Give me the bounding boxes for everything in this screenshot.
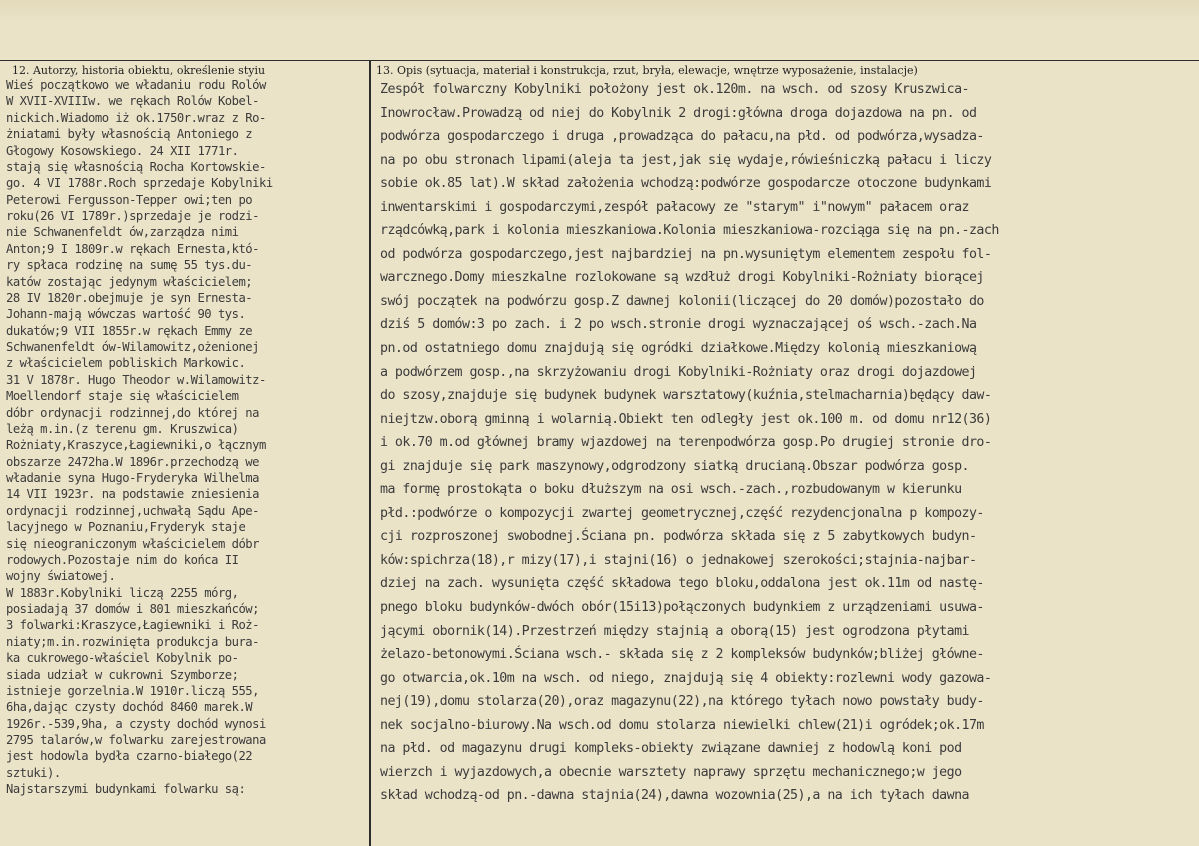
text-line: go. 4 VI 1788r.Roch sprzedaje Kobylniki [6, 176, 273, 191]
section-12-heading: 12. Autorzy, historia obiektu, określenie styiu [12, 64, 266, 77]
text-line: pnego bloku budynków-dwóch obór(15i13)połączonych budynkiem z urządzeniami usuwa- [380, 600, 984, 616]
text-line: Najstarszymi budynkami folwarku są: [6, 782, 246, 797]
text-line: Moellendorf staje się właścicielem [6, 389, 239, 404]
text-line: jest hodowla bydła czarno-białego(22 [6, 749, 253, 764]
text-line: posiadają 37 domów i 801 mieszkańców; [6, 602, 259, 616]
text-line: na płd. od magazynu drugi kompleks-obiekty związane dawniej z hodowlą koni pod [380, 741, 962, 757]
text-line: dziej na zach. wysunięta część składowa tego bloku,oddalona jest ok.11m od nastę- [380, 576, 984, 592]
text-line: roku(26 VI 1789r.)sprzedaje je rodzi- [6, 209, 259, 223]
text-line: istnieje gorzelnia.W 1910r.liczą 555, [6, 683, 259, 698]
text-line: rodowych.Pozostaje nim do końca II [6, 552, 239, 567]
text-line: go otwarcia,ok.10m na wsch. od niego, znajdują się 4 obiekty:rozlewni wody gazowa- [380, 670, 992, 686]
text-line: 2795 talarów,w folwarku zarejestrowana [6, 733, 266, 747]
text-line: jącymi obornik(14).Przestrzeń między stajnią a oborą(15) jest ogrodzona płytami [380, 623, 969, 639]
description-text-column [380, 78, 1195, 808]
text-line: 3 folwarki:Kraszyce,Łagiewniki i Roż- [6, 618, 259, 633]
text-line: dukatów;9 VII 1855r.w rękach Emmy ze [6, 323, 253, 338]
text-line: Anton;9 I 1809r.w rękach Ernesta,któ- [6, 241, 259, 256]
text-line: się nieograniczonym właścicielem dóbr [6, 536, 259, 551]
text-line: lacyjnego w Poznaniu,Fryderyk staje [6, 520, 246, 535]
text-line: nie Schwanenfeldt ów,zarządza nimi [6, 225, 239, 240]
text-line: ry spłaca rodzinę na sumę 55 tys.du- [6, 258, 253, 273]
section-13-heading: 13. Opis (sytuacja, materiał i konstrukcja, rzut, bryła, elewacje, wnętrze wyposażenie, instalacje) [376, 64, 918, 77]
text-line: stają się własnością Rocha Kortowskie- [6, 159, 266, 174]
text-line: sztuki). [6, 765, 61, 780]
text-line: Wieś początkowo we władaniu rodu Rolów [6, 78, 266, 92]
history-text-column [6, 77, 368, 798]
text-line: warcznego.Domy mieszkalne rozlokowane są wzdłuż drogi Kobylniki-Rożniaty biorącej [380, 270, 984, 286]
header-rule [0, 60, 1199, 61]
text-line: swój początek na podwórzu gosp.Z dawnej kolonii(liczącej do 20 domów)pozostało do [380, 293, 984, 309]
text-line: gi znajduje się park maszynowy,odgrodzony siatką drucianą.Obszar podwórza gosp. [380, 458, 969, 474]
text-line: i ok.70 m.od głównej bramy wjazdowej na terenpodwórza gosp.Po drugiej stronie dro- [380, 435, 992, 451]
text-line: z właścicielem pobliskich Markowic. [6, 356, 246, 371]
text-line: 14 VII 1923r. na podstawie zniesienia [6, 487, 259, 502]
text-line: dziś 5 domów:3 po zach. i 2 po wsch.stronie drogi wyznaczającej oś wsch.-zach.Na [380, 317, 977, 333]
text-line: władanie syna Hugo-Fryderyka Wilhelma [6, 471, 259, 485]
text-line: katów zostając jedynym właścicielem; [6, 274, 253, 289]
text-line: leżą m.in.(z terenu gm. Kruszwica) [6, 421, 239, 436]
text-line: Zespół folwarczny Kobylniki położony jest ok.120m. na wsch. od szosy Kruszwica- [380, 82, 969, 97]
text-line: W XVII-XVIIIw. we rękach Rolów Kobel- [6, 94, 259, 109]
text-line: nek socjalno-biurowy.Na wsch.od domu stolarza niewielki chlew(21)i ogródek;ok.17m [380, 717, 984, 733]
text-line: od podwórza gospodarczego,jest najbardziej na pn.wysuniętym elementem zespołu fol- [380, 246, 992, 262]
text-line: 1926r.-539,9ha, a czysty dochód wynosi [6, 716, 266, 731]
text-line: Rożniaty,Kraszyce,Łagiewniki,o łącznym [6, 438, 266, 453]
text-line: niaty;m.in.rozwinięta produkcja bura- [6, 634, 259, 649]
text-line: dóbr ordynacji rodzinnej,do której na [6, 405, 259, 420]
text-line: pn.od ostatniego domu znajdują się ogródki działkowe.Między kolonią mieszkaniową [380, 341, 977, 357]
text-line: żniatami były własnością Antoniego z [6, 127, 253, 142]
text-line: Inowrocław.Prowadzą od niej do Kobylnik 2 drogi:główna droga dojazdowa na pn. od [380, 105, 977, 121]
text-line: nej(19),domu stolarza(20),oraz magazynu(22),na którego tyłach nowo powstały budy- [380, 694, 984, 710]
text-line: 6ha,dając czysty dochód 8460 marek.W [6, 700, 253, 715]
text-line: a podwórzem gosp.,na skrzyżowaniu drogi Kobylniki-Rożniaty oraz drogi dojazdowej [380, 364, 977, 380]
text-line: płd.:podwórze o kompozycji zwartej geometrycznej,część rezydencjonalna p kompozy- [380, 505, 984, 521]
text-line: siada udział w cukrowni Szymborze; [6, 667, 239, 682]
text-line: wierzch i wyjazdowych,a obecnie warsztety naprawy sprzętu mechanicznego;w jego [380, 764, 962, 780]
text-line: sobie ok.85 lat).W skład założenia wchodzą:podwórze gospodarcze otoczone budynkami [380, 176, 992, 192]
column-divider [369, 60, 371, 846]
text-line: ków:spichrza(18),r mizy(17),i stajni(16) o jednakowej szerokości;stajnia-najbar- [380, 552, 977, 568]
text-line: Johann-mają wówczas wartość 90 tys. [6, 307, 246, 322]
text-line: skład wchodzą-od pn.-dawna stajnia(24),dawna wozownia(25),a na ich tyłach dawna [380, 788, 969, 804]
text-line: inwentarskimi i gospodarczymi,zespół pałacowy ze "starym" i"nowym" pałacem oraz [380, 199, 969, 215]
text-line: 31 V 1878r. Hugo Theodor w.Wilamowitz- [6, 372, 266, 387]
text-line: żelazo-betonowymi.Ściana wsch.- składa się z 2 kompleksów budynków;bliżej główne- [380, 647, 984, 663]
text-line: wojny światowej. [6, 569, 116, 584]
text-line: cji rozproszonej swobodnej.Ściana pn. podwórza składa się z 5 zabytkowych budyn- [380, 529, 977, 545]
text-line: Głogowy Kosowskiego. 24 XII 1771r. [6, 143, 239, 158]
text-line: do szosy,znajduje się budynek budynek warsztatowy(kuźnia,stelmacharnia)będący daw- [380, 388, 992, 404]
text-line: 28 IV 1820r.obejmuje je syn Ernesta- [6, 290, 253, 305]
text-line: ka cukrowego-właściel Kobylnik po- [6, 651, 239, 666]
text-line: rządcówką,park i kolonia mieszkaniowa.Kolonia mieszkaniowa-rozciąga się na pn.-zach [380, 223, 999, 239]
text-line: na po obu stronach lipami(aleja ta jest,jak się wydaje,rówieśniczką pałacu i liczy [380, 152, 992, 168]
text-line: Schwanenfeldt ów-Wilamowitz,ożenionej [6, 340, 259, 354]
text-line: ordynacji rodzinnej,uchwałą Sądu Ape- [6, 503, 259, 518]
card-top-margin [0, 0, 1199, 22]
text-line: podwórza gospodarczego i druga ,prowadząca do pałacu,na płd. od podwórza,wysadza- [380, 129, 984, 145]
text-line: Peterowi Fergusson-Tepper owi;ten po [6, 192, 253, 207]
text-line: W 1883r.Kobylniki liczą 2255 mórg, [6, 585, 239, 600]
text-line: obszarze 2472ha.W 1896r.przechodzą we [6, 454, 259, 469]
text-line: ma formę prostokąta o boku dłuższym na osi wsch.-zach.,rozbudowanym w kierunku [380, 482, 962, 498]
text-line: nickich.Wiadomo iż ok.1750r.wraz z Ro- [6, 110, 266, 125]
text-line: niejtzw.oborą gminną i wolarnią.Obiekt ten odległy jest ok.100 m. od domu nr12(36) [380, 411, 992, 427]
